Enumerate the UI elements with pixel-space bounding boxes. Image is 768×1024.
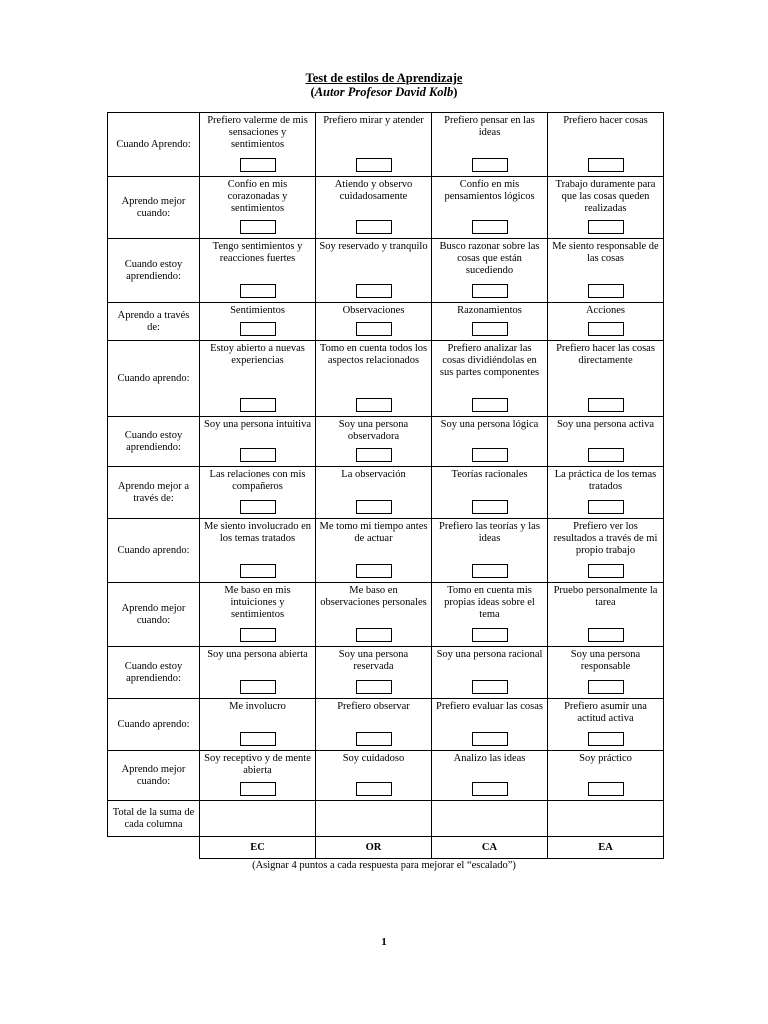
option-cell <box>432 699 548 751</box>
option-cell <box>316 583 432 647</box>
option-text: Trabajo duramente para que las cosas queden realizadas <box>555 179 656 214</box>
score-box[interactable] <box>356 564 392 578</box>
category-row <box>108 837 664 859</box>
option-text: Me baso en observaciones personales <box>320 585 427 608</box>
option-text: Analizo las ideas <box>453 753 526 764</box>
option-text: Me siento responsable de las cosas <box>552 241 659 264</box>
option-text: Las relaciones con mis compañeros <box>209 469 306 492</box>
option-cell <box>316 417 432 467</box>
option-cell <box>548 341 664 417</box>
option-cell <box>432 467 548 519</box>
option-text: Soy una persona lógica <box>440 419 539 430</box>
score-box[interactable] <box>472 322 508 336</box>
question-row <box>108 647 664 699</box>
option-text: Estoy abierto a nuevas experiencias <box>210 343 305 366</box>
option-text: Soy cuidadoso <box>342 753 405 764</box>
option-text: Teorías racionales <box>451 469 528 480</box>
score-box[interactable] <box>588 628 624 642</box>
option-cell <box>316 341 432 417</box>
option-cell <box>548 751 664 801</box>
score-box[interactable] <box>588 500 624 514</box>
option-cell <box>548 467 664 519</box>
score-box[interactable] <box>588 782 624 796</box>
option-text: Soy práctico <box>579 753 632 764</box>
score-box[interactable] <box>356 680 392 694</box>
total-cell-or[interactable] <box>316 801 432 837</box>
option-text: Me involucro <box>229 701 286 712</box>
option-text: Acciones <box>585 305 626 316</box>
score-box[interactable] <box>472 500 508 514</box>
option-cell <box>200 751 316 801</box>
question-row <box>108 341 664 417</box>
option-cell <box>200 113 316 177</box>
document-title: Test de estilos de Aprendizaje <box>305 71 463 85</box>
page-number: 1 <box>381 936 387 948</box>
score-box[interactable] <box>240 732 276 746</box>
option-text: Soy una persona racional <box>436 649 543 660</box>
score-box[interactable] <box>240 680 276 694</box>
option-cell <box>432 341 548 417</box>
option-cell <box>316 177 432 239</box>
option-cell <box>316 303 432 341</box>
score-box[interactable] <box>240 448 276 462</box>
option-text: Me siento involucrado en los temas tratados <box>203 521 311 544</box>
option-cell <box>316 239 432 303</box>
option-cell <box>548 303 664 341</box>
option-cell <box>548 239 664 303</box>
row-label: Aprendo a través de: <box>108 303 200 341</box>
option-text: Me baso en mis intuiciones y sentimientos <box>224 585 291 620</box>
row-label: Aprendo mejor cuando: <box>108 583 200 647</box>
score-box[interactable] <box>588 564 624 578</box>
question-row <box>108 519 664 583</box>
option-text: Soy reservado y tranquilo <box>319 241 428 252</box>
option-text: Observaciones <box>342 305 405 316</box>
option-text: Soy una persona intuitiva <box>203 419 312 430</box>
row-label: Cuando estoy aprendiendo: <box>108 647 200 699</box>
option-text: Soy una persona observadora <box>338 419 409 442</box>
question-row <box>108 417 664 467</box>
score-box[interactable] <box>472 732 508 746</box>
document-subtitle <box>0 85 768 100</box>
option-text: Soy receptivo y de mente abierta <box>204 753 311 776</box>
category-blank <box>108 837 200 859</box>
score-box[interactable] <box>472 782 508 796</box>
option-cell <box>200 699 316 751</box>
option-text: Prefiero las teorías y las ideas <box>439 521 540 544</box>
category-ca: CA <box>432 837 548 859</box>
option-cell <box>316 113 432 177</box>
score-box[interactable] <box>240 500 276 514</box>
score-box[interactable] <box>356 220 392 234</box>
option-cell <box>200 239 316 303</box>
row-label: Cuando estoy aprendiendo: <box>108 417 200 467</box>
row-label: Cuando Aprendo: <box>108 113 200 177</box>
score-box[interactable] <box>240 158 276 172</box>
option-cell <box>548 699 664 751</box>
score-box[interactable] <box>240 322 276 336</box>
option-text: Prefiero mirar y atender <box>323 115 424 126</box>
option-text: Razonamientos <box>457 305 522 316</box>
total-cell-ec[interactable] <box>200 801 316 837</box>
option-text: Tomo en cuenta mis propias ideas sobre el tema <box>444 585 535 620</box>
score-box[interactable] <box>588 680 624 694</box>
option-text: Prefiero hacer las cosas directamente <box>556 343 655 366</box>
subtitle-close-paren: ) <box>453 85 458 99</box>
option-text: Prefiero valerme de mis sensaciones y sentimientos <box>207 115 308 150</box>
option-text: Confío en mis pensamientos lógicos <box>444 179 535 202</box>
score-box[interactable] <box>588 398 624 412</box>
question-row <box>108 467 664 519</box>
option-cell <box>432 177 548 239</box>
score-box[interactable] <box>472 158 508 172</box>
option-cell <box>548 519 664 583</box>
option-cell <box>432 303 548 341</box>
option-text: Prefiero observar <box>337 701 410 712</box>
question-row <box>108 583 664 647</box>
question-row <box>108 751 664 801</box>
score-box[interactable] <box>472 448 508 462</box>
score-box[interactable] <box>588 322 624 336</box>
table-body <box>108 113 664 801</box>
option-text: Prefiero hacer cosas <box>563 115 648 126</box>
option-text: Prefiero evaluar las cosas <box>436 701 543 712</box>
category-ea: EA <box>548 837 664 859</box>
total-cell-ca[interactable] <box>432 801 548 837</box>
subtitle-open-paren: ( <box>310 85 315 99</box>
score-box[interactable] <box>472 680 508 694</box>
option-text: Soy una persona abierta <box>207 649 308 660</box>
score-box[interactable] <box>356 284 392 298</box>
score-box[interactable] <box>240 398 276 412</box>
option-cell <box>316 519 432 583</box>
score-box[interactable] <box>356 448 392 462</box>
option-text: Me tomo mi tiempo antes de actuar <box>319 521 428 544</box>
total-row <box>108 801 664 837</box>
option-cell <box>316 467 432 519</box>
score-box[interactable] <box>472 398 508 412</box>
option-cell <box>200 303 316 341</box>
option-cell <box>548 417 664 467</box>
option-cell <box>548 113 664 177</box>
option-cell <box>432 239 548 303</box>
row-label: Cuando aprendo: <box>108 341 200 417</box>
option-cell <box>200 519 316 583</box>
option-cell <box>432 647 548 699</box>
category-or: OR <box>316 837 432 859</box>
option-cell <box>200 341 316 417</box>
score-box[interactable] <box>240 284 276 298</box>
option-cell <box>316 751 432 801</box>
question-row <box>108 699 664 751</box>
score-box[interactable] <box>588 448 624 462</box>
score-box[interactable] <box>588 220 624 234</box>
option-cell <box>200 417 316 467</box>
option-text: Sentimientos <box>230 305 285 316</box>
score-box[interactable] <box>356 782 392 796</box>
option-cell <box>548 177 664 239</box>
subtitle-author: Autor Profesor David Kolb <box>314 85 454 99</box>
score-box[interactable] <box>240 564 276 578</box>
option-text: Tomo en cuenta todos los aspectos relacionados <box>319 343 428 366</box>
option-text: Prefiero asumir una actitud activa <box>564 701 647 724</box>
option-text: Soy una persona activa <box>556 419 655 430</box>
row-label: Cuando aprendo: <box>108 519 200 583</box>
option-text: Pruebo personalmente la tarea <box>553 585 658 608</box>
score-box[interactable] <box>240 220 276 234</box>
option-text: Prefiero analizar las cosas dividiéndolas en sus partes componentes <box>439 343 540 378</box>
question-row <box>108 177 664 239</box>
category-ec: EC <box>200 837 316 859</box>
row-label: Cuando aprendo: <box>108 699 200 751</box>
question-row <box>108 303 664 341</box>
option-cell <box>200 583 316 647</box>
score-box[interactable] <box>472 564 508 578</box>
score-box[interactable] <box>356 500 392 514</box>
option-cell <box>432 751 548 801</box>
scoring-note: (Asignar 4 puntos a cada respuesta para mejorar el “escalado”) <box>252 860 516 871</box>
score-box[interactable] <box>588 284 624 298</box>
option-cell <box>316 647 432 699</box>
score-box[interactable] <box>356 628 392 642</box>
score-box[interactable] <box>356 398 392 412</box>
row-label: Cuando estoy aprendiendo: <box>108 239 200 303</box>
option-cell <box>432 583 548 647</box>
option-text: La observación <box>341 469 406 480</box>
total-cell-ea[interactable] <box>548 801 664 837</box>
score-box[interactable] <box>588 732 624 746</box>
option-cell <box>200 467 316 519</box>
option-text: Tengo sentimientos y reacciones fuertes <box>212 241 303 264</box>
question-row <box>108 239 664 303</box>
option-text: Busco razonar sobre las cosas que están sucediendo <box>439 241 540 276</box>
row-label: Aprendo mejor cuando: <box>108 177 200 239</box>
option-cell <box>548 647 664 699</box>
row-label: Aprendo mejor a través de: <box>108 467 200 519</box>
total-label: Total de la suma de cada columna <box>108 801 200 837</box>
option-text: Prefiero pensar en las ideas <box>444 115 535 138</box>
option-cell <box>200 177 316 239</box>
score-box[interactable] <box>588 158 624 172</box>
option-cell <box>432 113 548 177</box>
option-text: Confío en mis corazonadas y sentimientos <box>227 179 288 214</box>
option-text: Soy una persona reservada <box>338 649 409 672</box>
option-text: Prefiero ver los resultados a través de mi propio trabajo <box>553 521 658 556</box>
option-text: La práctica de los temas tratados <box>554 469 657 492</box>
learning-styles-table <box>107 112 664 859</box>
row-label: Aprendo mejor cuando: <box>108 751 200 801</box>
option-cell <box>200 647 316 699</box>
score-box[interactable] <box>472 628 508 642</box>
option-cell <box>316 699 432 751</box>
score-box[interactable] <box>356 322 392 336</box>
question-row <box>108 113 664 177</box>
score-box[interactable] <box>356 158 392 172</box>
score-box[interactable] <box>356 732 392 746</box>
option-cell <box>432 519 548 583</box>
score-box[interactable] <box>240 782 276 796</box>
option-text: Soy una persona responsable <box>570 649 641 672</box>
option-cell <box>432 417 548 467</box>
score-box[interactable] <box>472 220 508 234</box>
option-cell <box>548 583 664 647</box>
option-text: Atiendo y observo cuidadosamente <box>334 179 413 202</box>
score-box[interactable] <box>472 284 508 298</box>
score-box[interactable] <box>240 628 276 642</box>
